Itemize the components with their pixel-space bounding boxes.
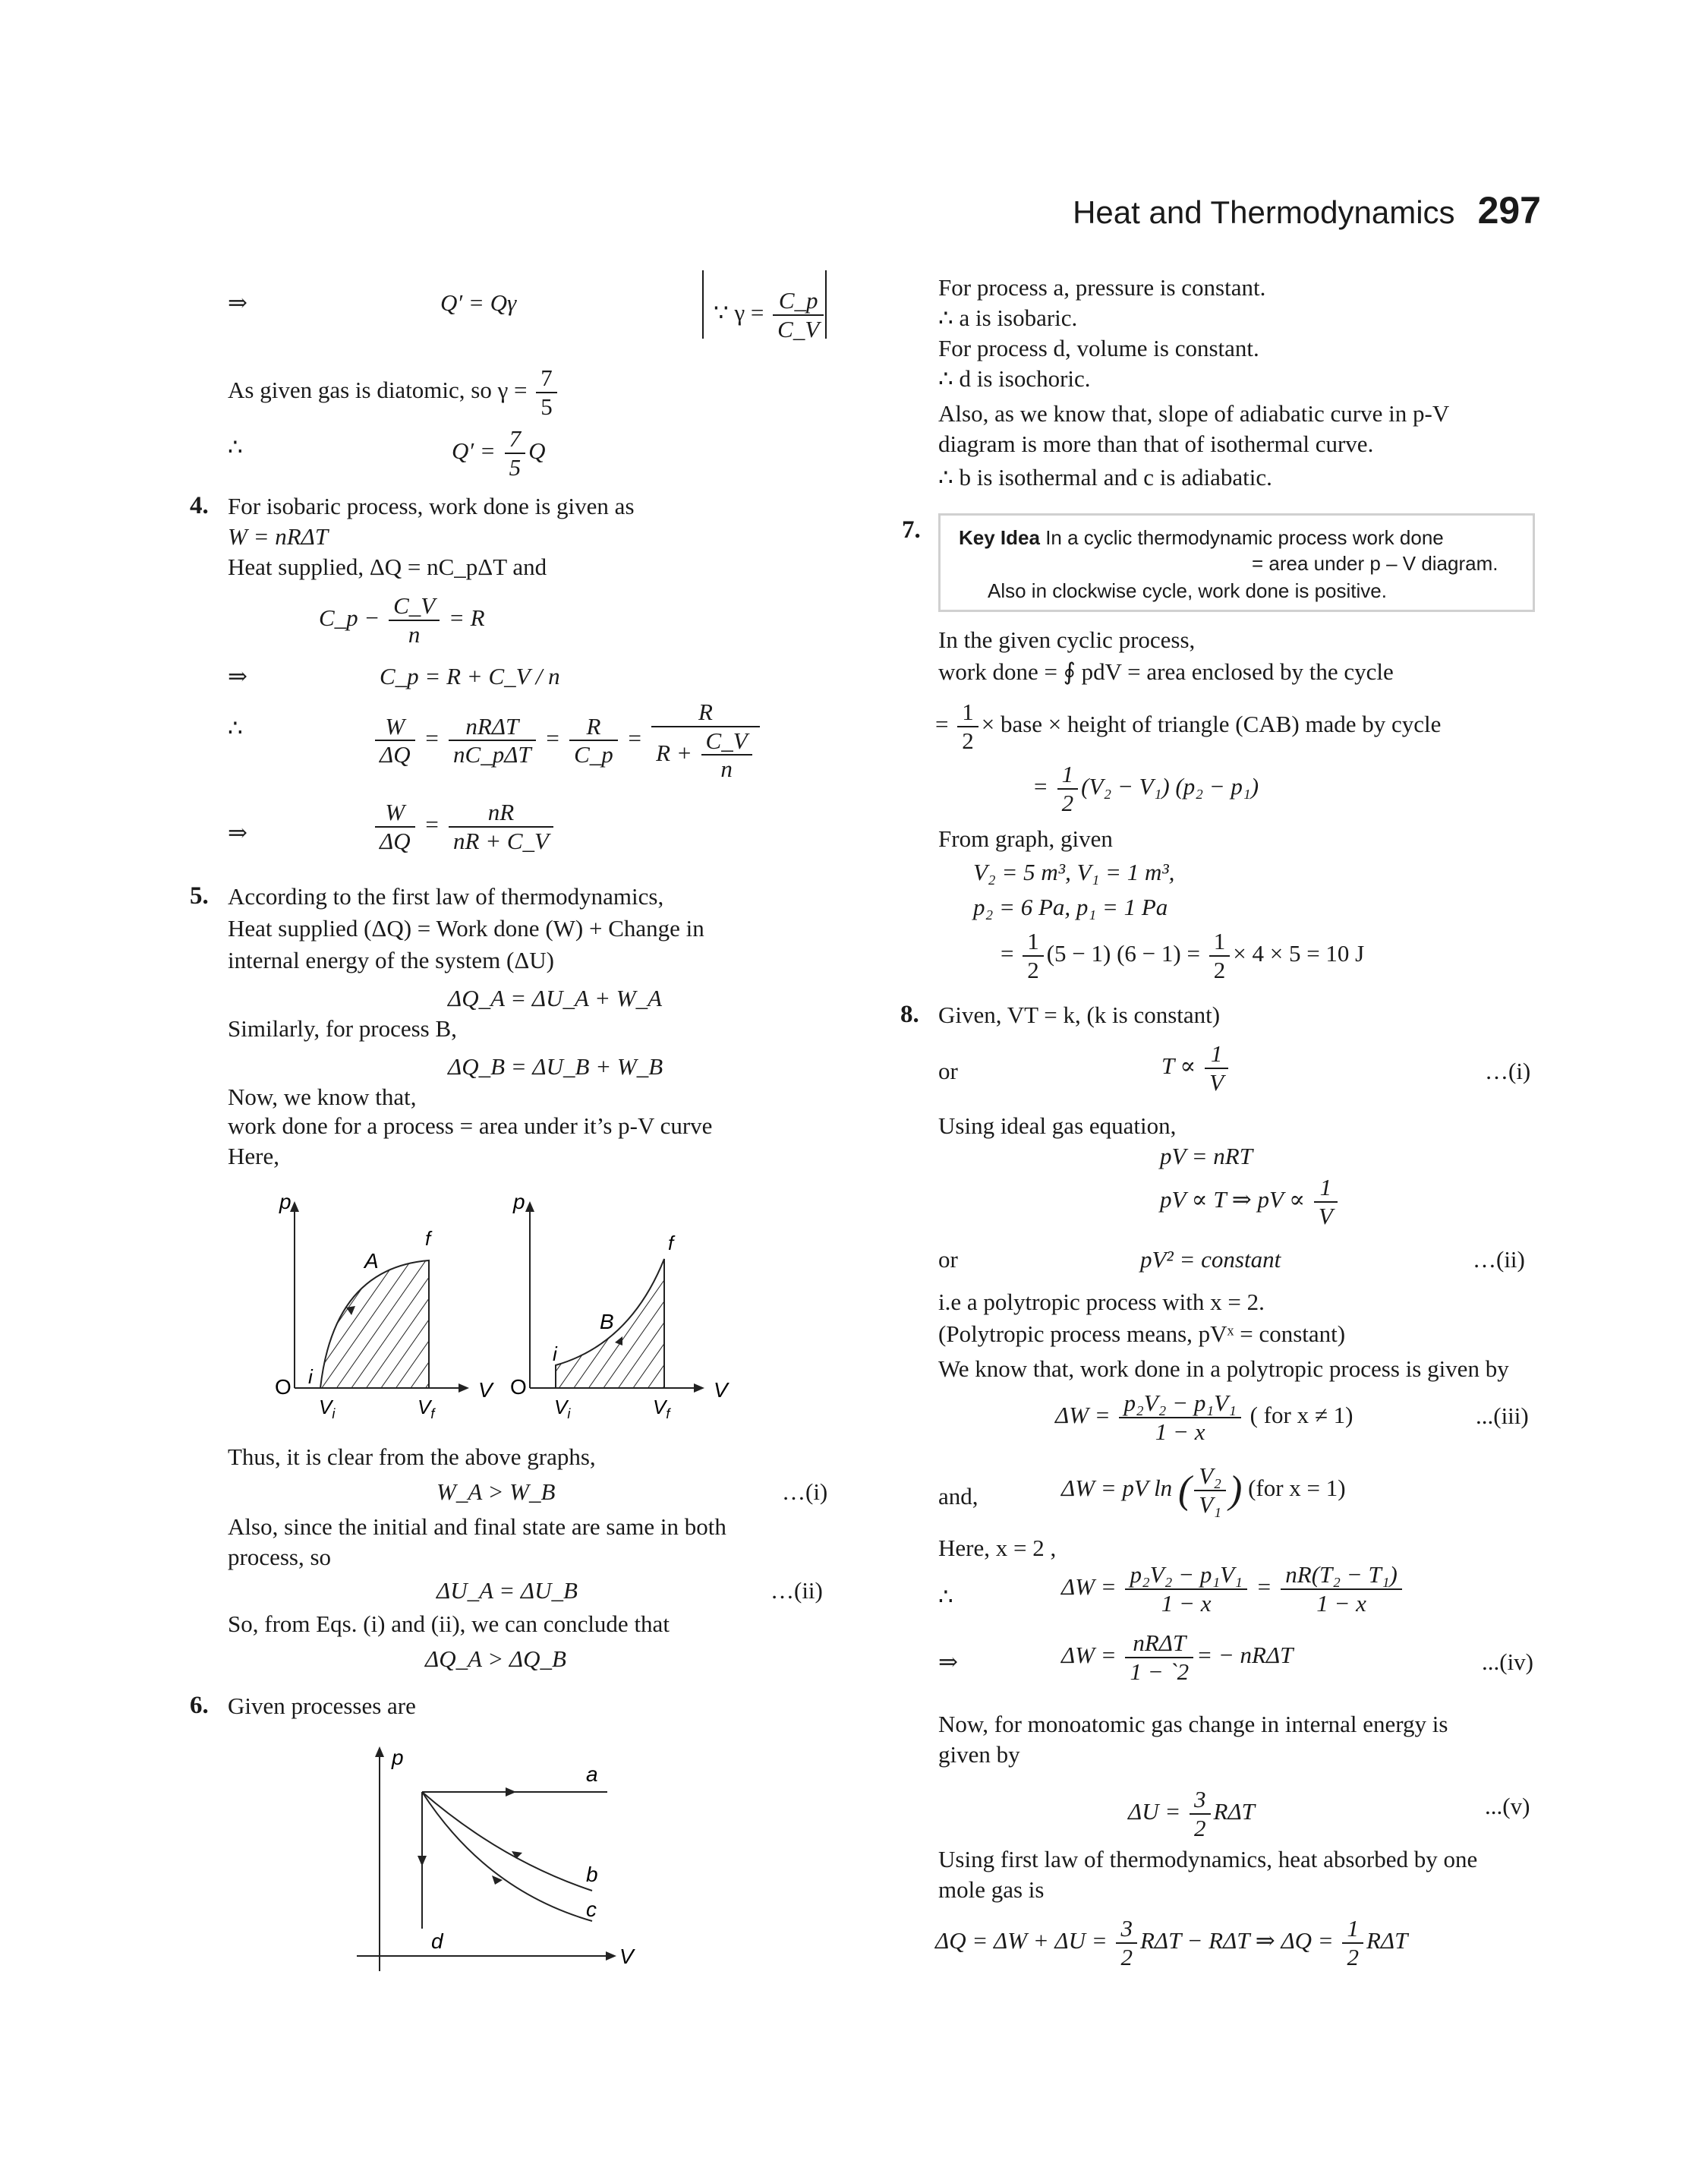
- half-den: 2: [962, 727, 974, 754]
- eq-mid: RΔT − RΔT ⇒ ΔQ =: [1139, 1926, 1334, 1954]
- formula-text: × base × height of triangle (CAB) made by cycle: [981, 710, 1442, 737]
- eq-part: C_p −: [319, 604, 380, 631]
- eq-den: 2: [1194, 1814, 1206, 1841]
- text-line: Also, as we know that, slope of adiabatic curve in p-V: [938, 400, 1450, 427]
- eq-num: 1: [1205, 1040, 1228, 1069]
- text-line: Given, VT = k, (k is constant): [938, 1002, 1221, 1028]
- vi-label: $V_i$: [554, 1396, 571, 1420]
- implies-symbol: ⇒: [228, 663, 247, 689]
- text-line: Also, since the initial and final state are same in both: [228, 1513, 726, 1540]
- text-line: work done = ∮ pdV = area enclosed by the cycle: [938, 658, 1394, 685]
- text-line: Now, for monoatomic gas change in internal energy is: [938, 1711, 1448, 1737]
- text-line: internal energy of the system (ΔU): [228, 947, 554, 973]
- equation: [1160, 1174, 1341, 1229]
- expression: × 4 × 5 = 10 J: [1233, 939, 1365, 967]
- vi-label: $V_i$: [319, 1396, 336, 1420]
- eq-left: ΔW =: [1055, 1401, 1111, 1428]
- point-i: i: [553, 1342, 557, 1365]
- sub-den: n: [720, 756, 733, 783]
- eq-den: 1 − x: [1316, 1589, 1366, 1617]
- half-num: 1: [1209, 928, 1231, 957]
- label-c: c: [586, 1898, 597, 1921]
- text-line: process, so: [228, 1544, 332, 1570]
- point-f: f: [668, 1232, 674, 1254]
- and-word: and,: [938, 1483, 978, 1509]
- cv-symbol: C_V: [777, 315, 820, 342]
- text-line: work done for a process = area under it’s p-V curve: [228, 1112, 713, 1139]
- frac-den: ΔQ: [380, 741, 411, 768]
- equation-tag: ...(iii): [1476, 1402, 1529, 1429]
- equation-tag: …(ii): [770, 1577, 823, 1604]
- equation: [1128, 1786, 1255, 1841]
- eq-num: 3: [1116, 1915, 1137, 1944]
- den-part: R +: [656, 739, 692, 766]
- diatomic-text: As given gas is diatomic, so γ =: [228, 376, 528, 403]
- text-line: (Polytropic process means, pVˣ = constant): [938, 1320, 1346, 1347]
- text-line: In the given cyclic process,: [938, 626, 1196, 653]
- frac-num: W: [375, 799, 415, 828]
- frac-den: ΔQ: [380, 827, 411, 854]
- eq-left: ΔW =: [1061, 1573, 1117, 1600]
- text-line: Given processes are: [228, 1692, 416, 1719]
- eq-num: nR(T₂ − T₁): [1281, 1561, 1402, 1590]
- chapter-title: Heat and Thermodynamics: [1073, 194, 1455, 230]
- label-d: d: [431, 1929, 443, 1953]
- text-line: Heat supplied (ΔQ) = Work done (W) + Change in: [228, 915, 704, 942]
- equation: ΔW = $\frac{\text{p₂V₂ − p₁V₁}}{1 - x}$ = $\frac{\text{nR(T₂ − T₁)}}{1 - x}$: [1061, 1561, 1405, 1617]
- frac-num: nR: [449, 799, 553, 828]
- frac-den: [651, 727, 759, 783]
- text-line: Similarly, for process B,: [228, 1015, 457, 1042]
- origin-label: O: [275, 1375, 291, 1399]
- text-line: ∴ b is isothermal and c is adiabatic.: [938, 464, 1272, 491]
- question-number: 6.: [190, 1692, 209, 1719]
- eq-den: V: [1209, 1068, 1224, 1096]
- curve-label-a: A: [364, 1249, 379, 1273]
- implies-symbol: ⇒: [938, 1648, 958, 1675]
- implies-symbol: ⇒: [228, 289, 247, 316]
- eq-den: 5: [509, 453, 522, 481]
- text-line: For process d, volume is constant.: [938, 335, 1259, 361]
- curve-label-b: B: [600, 1310, 614, 1333]
- process-graph-figure: [349, 1739, 653, 1982]
- final-ratio: $\frac{W}{\Delta Q}$ = $\frac{nR}{nR + C\_V}$: [372, 799, 556, 854]
- therefore-symbol: ∴: [938, 1583, 953, 1610]
- eq-left: ΔQ = ΔW + ΔU =: [935, 1926, 1108, 1954]
- text-line: For process a, pressure is constant.: [938, 274, 1266, 301]
- vf-label: $V_f$: [418, 1396, 435, 1420]
- equation: [1061, 1629, 1293, 1685]
- eq-num: 1: [1314, 1174, 1338, 1203]
- key-idea-line: = area under p – V diagram.: [1252, 552, 1498, 575]
- page-header: [1073, 188, 1541, 232]
- or-word: or: [938, 1246, 958, 1273]
- cp-symbol: C_p: [773, 287, 824, 316]
- equation-tag: …(i): [1485, 1058, 1531, 1084]
- process-b-curve: [422, 1792, 592, 1891]
- frac-num: R: [569, 713, 618, 742]
- eq-condition: (for x = 1): [1248, 1474, 1346, 1501]
- pv-graphs-figure: [266, 1192, 736, 1420]
- eq-num: p₂V₂ − p₁V₁: [1119, 1390, 1240, 1418]
- axis-label-p: p: [513, 1192, 525, 1213]
- eq-den: 2: [1347, 1943, 1359, 1970]
- text-line: Using first law of thermodynamics, heat absorbed by one: [938, 1846, 1478, 1872]
- origin-label: O: [510, 1375, 527, 1399]
- eq-left: ΔW = pV ln: [1061, 1474, 1173, 1501]
- expression: (V₂ − V₁) (p₂ − p₁): [1081, 772, 1259, 800]
- eq-num: nRΔT: [1125, 1629, 1193, 1658]
- text-line: given by: [938, 1741, 1020, 1768]
- or-word: or: [938, 1058, 958, 1084]
- frac-den: C_p: [574, 741, 613, 768]
- text-line: ∴ d is isochoric.: [938, 365, 1091, 392]
- eq-den: V₁: [1199, 1491, 1221, 1518]
- point-f: f: [425, 1227, 431, 1250]
- text-line: We know that, work done in a polytropic process is given by: [938, 1355, 1509, 1382]
- eq-num: 3: [1190, 1786, 1211, 1815]
- axis-label-p: p: [279, 1192, 291, 1213]
- text-line: i.e a polytropic process with x = 2.: [938, 1289, 1265, 1315]
- key-idea-line: Also in clockwise cycle, work done is positive.: [988, 579, 1387, 602]
- question-number: 4.: [190, 492, 209, 519]
- label-b: b: [586, 1863, 598, 1886]
- frac-num: R: [651, 699, 759, 727]
- half-num: 1: [1057, 761, 1079, 790]
- text-line: Thus, it is clear from the above graphs,: [228, 1443, 596, 1470]
- because-gamma: ∵ γ =: [714, 298, 764, 326]
- eq-right: = − nRΔT: [1196, 1641, 1294, 1668]
- frac-den: nR + C_V: [453, 827, 549, 854]
- text-line: From graph, given: [938, 825, 1113, 852]
- q-prime-equation: [452, 425, 545, 481]
- eq-num: 7: [505, 425, 526, 454]
- expression: (5 − 1) (6 − 1) =: [1046, 939, 1200, 967]
- point-i: i: [308, 1365, 313, 1388]
- half-num: 1: [957, 699, 978, 727]
- text-line: mole gas is: [938, 1876, 1045, 1903]
- half-den: 2: [1061, 789, 1074, 816]
- eq-condition: ( for x ≠ 1): [1249, 1401, 1353, 1428]
- text-line: So, from Eqs. (i) and (ii), we can conclude that: [228, 1610, 670, 1637]
- text-line: Using ideal gas equation,: [938, 1112, 1177, 1139]
- therefore-symbol: ∴: [228, 434, 243, 460]
- equation: pV² = constant: [1140, 1246, 1281, 1273]
- equation: [1161, 1040, 1231, 1096]
- vf-label: $V_f$: [653, 1396, 670, 1420]
- eq-sign: =: [935, 710, 949, 737]
- frac-num: W: [375, 713, 415, 742]
- eq-num: V₂: [1194, 1462, 1226, 1491]
- eq-den: 1 − `2: [1130, 1658, 1190, 1685]
- text-line: For isobaric process, work done is given as: [228, 493, 635, 519]
- eq-sign: =: [1001, 939, 1014, 967]
- key-idea-box: [938, 513, 1535, 612]
- equation: ΔQ_A > ΔQ_B: [425, 1645, 566, 1672]
- equation: pV = nRT: [1160, 1143, 1253, 1169]
- area-under-curve-a: [320, 1260, 429, 1388]
- eq-right: RΔT: [1213, 1797, 1255, 1825]
- eq-left: T ∝: [1161, 1052, 1196, 1079]
- half-num: 1: [1023, 928, 1044, 957]
- equation-tag: ...(iv): [1482, 1648, 1534, 1675]
- half-den: 2: [1027, 956, 1039, 983]
- eq-den: 1 − x: [1161, 1589, 1212, 1617]
- text-line: According to the first law of thermodynamics,: [228, 883, 664, 910]
- given-values: V₂ = 5 m³, V₁ = 1 m³,: [973, 859, 1175, 885]
- equation: ΔQ_A = ΔU_A + W_A: [448, 985, 663, 1011]
- ratio-equation: $\frac{W}{\Delta Q}$ = $\frac{\text{nRΔT}}{\text{nC\_pΔT}}$ = $\frac{R}{C\_p}$ = R R + $\frac{C\_V}{n}$: [372, 699, 763, 783]
- given-values: p₂ = 6 Pa, p₁ = 1 Pa: [973, 894, 1168, 920]
- frac-num: nRΔT: [449, 713, 536, 742]
- question-number: 8.: [900, 1001, 919, 1028]
- text-line: W = nRΔT: [228, 523, 329, 550]
- gamma-den: 5: [540, 393, 553, 420]
- graph-b: [510, 1192, 730, 1420]
- eq-num: C_V: [389, 592, 440, 621]
- therefore-symbol: ∴: [228, 715, 243, 741]
- equation: Q′ = Qγ: [440, 289, 517, 316]
- eq-left: pV ∝ T ⇒ pV ∝: [1160, 1185, 1306, 1213]
- eq-right: Q: [528, 437, 546, 464]
- equation: [319, 592, 485, 648]
- label-a: a: [586, 1762, 598, 1786]
- text-line: Here,: [228, 1143, 279, 1169]
- implies-symbol: ⇒: [228, 819, 247, 846]
- equation: ΔW = pV ln ( $\frac{\text{V₂}}{\text{V₁}}$ ) (for x = 1): [1061, 1462, 1346, 1518]
- equation: W_A > W_B: [436, 1478, 556, 1505]
- gamma-num: 7: [536, 364, 557, 393]
- eq-left: Q′ =: [452, 437, 496, 464]
- equation-tag: …(i): [782, 1478, 828, 1505]
- half-den: 2: [1213, 956, 1226, 983]
- equation-tag: …(ii): [1473, 1246, 1525, 1273]
- eq-den: 1 − x: [1155, 1418, 1205, 1445]
- eq-right: RΔT: [1366, 1926, 1408, 1954]
- gamma-definition: [714, 287, 827, 342]
- page-number: 297: [1477, 189, 1541, 232]
- text-line: ∴ a is isobaric.: [938, 304, 1078, 331]
- eq-left: ΔU =: [1128, 1797, 1181, 1825]
- final-work-done: [1001, 928, 1364, 983]
- frac-den: nC_pΔT: [453, 741, 531, 768]
- equation-tag: ...(v): [1485, 1793, 1530, 1819]
- question-number: 7.: [902, 516, 921, 544]
- text-line: Here, x = 2 ,: [938, 1535, 1057, 1561]
- sub-num: C_V: [701, 727, 752, 756]
- process-c-curve: [422, 1792, 592, 1921]
- equation: C_p = R + C_V / n: [380, 663, 560, 689]
- equation: ΔQ_B = ΔU_B + W_B: [448, 1053, 663, 1080]
- axis-label-v: V: [478, 1378, 493, 1402]
- eq-sign: =: [1032, 772, 1048, 800]
- eq-part: = R: [448, 604, 485, 631]
- area-formula: [935, 699, 1441, 754]
- text-line: Now, we know that,: [228, 1084, 417, 1110]
- question-number: 5.: [190, 882, 209, 910]
- eq-num: 1: [1342, 1915, 1363, 1944]
- eq-den: V: [1318, 1202, 1333, 1229]
- axis-label-v: V: [619, 1945, 634, 1968]
- axis-label-p: p: [392, 1746, 404, 1769]
- eq-den: n: [408, 620, 421, 648]
- eq-den: 2: [1120, 1943, 1133, 1970]
- equation: ΔU_A = ΔU_B: [436, 1577, 578, 1604]
- diatomic-line: [228, 364, 560, 420]
- eq-left: ΔW =: [1061, 1641, 1117, 1668]
- key-idea-label: Key Idea: [959, 526, 1040, 549]
- eq-num: p₂V₂ − p₁V₁: [1125, 1561, 1246, 1590]
- axis-label-v: V: [714, 1378, 728, 1402]
- key-idea-line: In a cyclic thermodynamic process work done: [1045, 526, 1444, 549]
- final-equation: [935, 1915, 1407, 1970]
- text-line: diagram is more than that of isothermal curve.: [938, 431, 1374, 457]
- text-line: Heat supplied, ΔQ = nC_pΔT and: [228, 554, 547, 580]
- graph-a: [275, 1192, 494, 1420]
- area-expression: [1032, 761, 1259, 816]
- equation: [1055, 1390, 1353, 1445]
